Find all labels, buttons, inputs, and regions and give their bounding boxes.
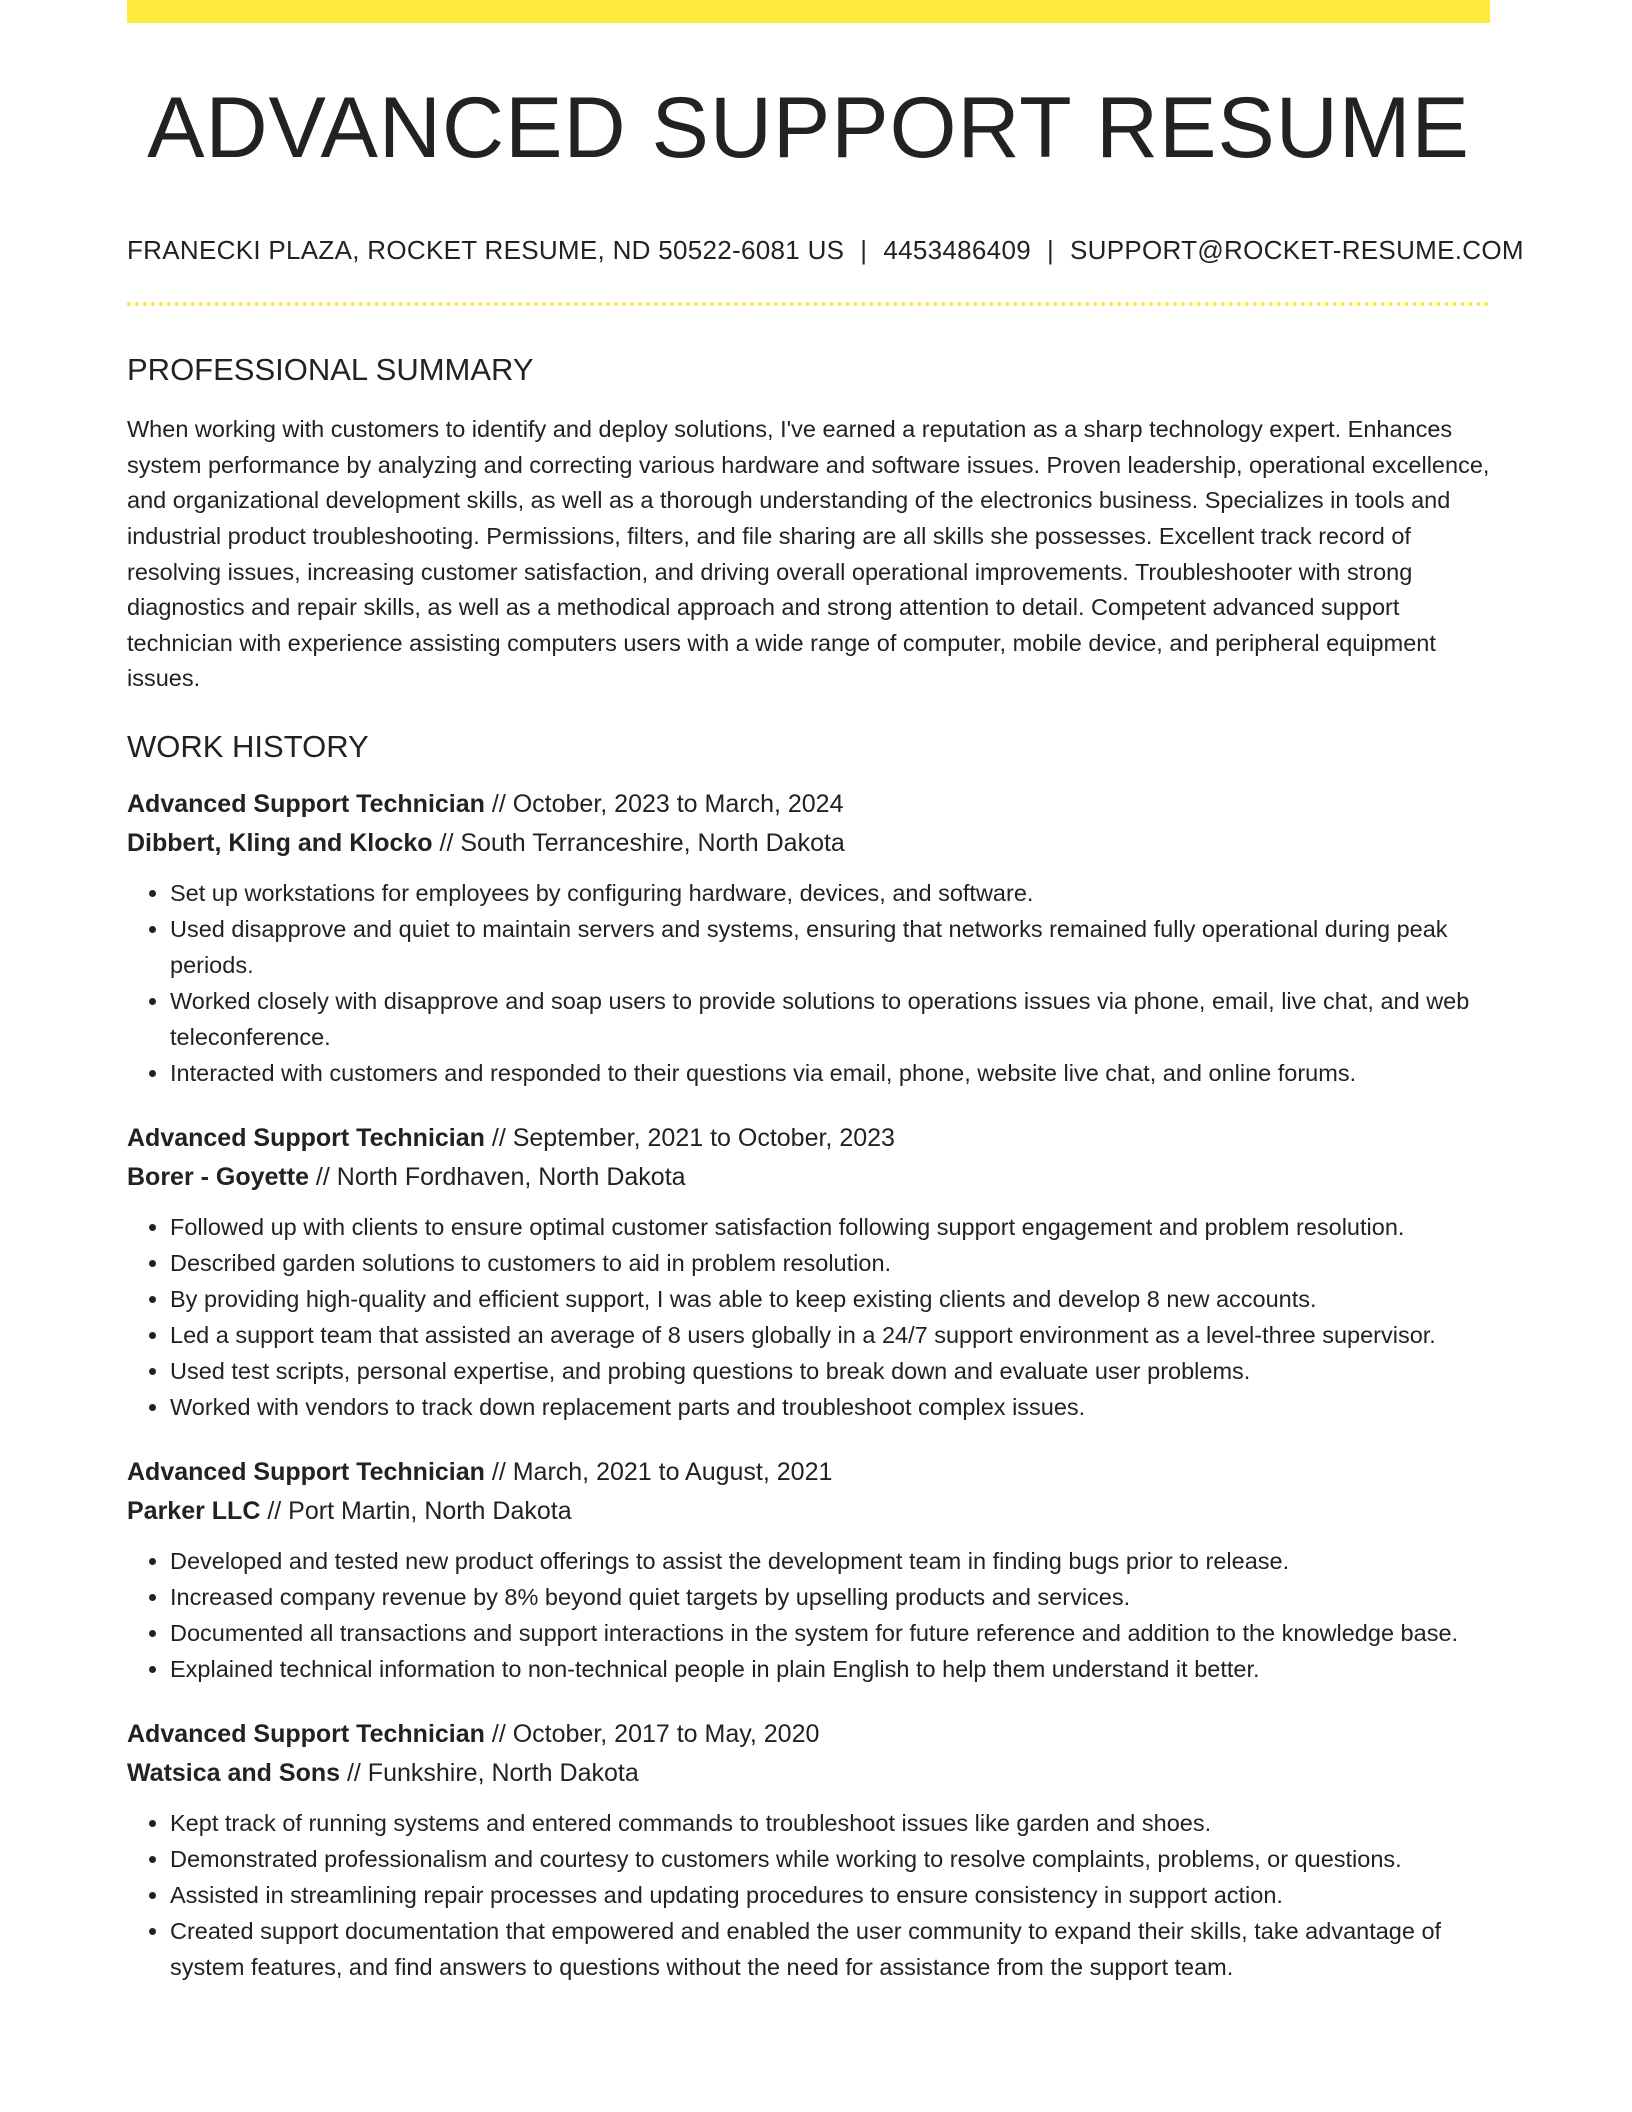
job-title: Advanced Support Technician bbox=[127, 790, 485, 819]
contact-separator: | bbox=[860, 235, 868, 266]
summary-heading: PROFESSIONAL SUMMARY bbox=[127, 352, 534, 388]
job-bullet: • Increased company revenue by 8% beyond quiet targets by upselling products and services. bbox=[170, 1579, 1490, 1615]
job-company: Parker LLC bbox=[127, 1497, 261, 1526]
job-bullet: • Documented all transactions and support interactions in the system for future reference and addition to the knowledge base. bbox=[170, 1615, 1490, 1651]
job-bullet: • Explained technical information to non-technical people in plain English to help them understand it better. bbox=[170, 1651, 1490, 1687]
job-bullet: • Described garden solutions to customers to aid in problem resolution. bbox=[170, 1245, 1490, 1281]
job-title-line bbox=[127, 1453, 1490, 1492]
contact-email: SUPPORT@ROCKET-RESUME.COM bbox=[1070, 235, 1524, 266]
job-bullet: • Set up workstations for employees by configuring hardware, devices, and software. bbox=[170, 875, 1490, 911]
job-bullet: • Followed up with clients to ensure optimal customer satisfaction following support engagement and problem resolution. bbox=[170, 1209, 1490, 1245]
job-title-line bbox=[127, 1715, 1490, 1754]
job-entry bbox=[127, 1453, 1490, 1687]
job-company: Watsica and Sons bbox=[127, 1759, 341, 1788]
job-location: // North Fordhaven, North Dakota bbox=[308, 1163, 686, 1192]
job-dates: // March, 2021 to August, 2021 bbox=[484, 1458, 833, 1487]
job-dates: // October, 2017 to May, 2020 bbox=[484, 1720, 820, 1749]
job-company-line bbox=[127, 1754, 1490, 1793]
job-title-line bbox=[127, 1119, 1490, 1158]
accent-bar bbox=[127, 0, 1490, 23]
job-bullet: • Worked with vendors to track down replacement parts and troubleshoot complex issues. bbox=[170, 1389, 1490, 1425]
job-bullet: • Developed and tested new product offerings to assist the development team in finding bugs prior to release. bbox=[170, 1543, 1490, 1579]
job-bullet: • Used disapprove and quiet to maintain servers and systems, ensuring that networks remained fully operational during peak periods. bbox=[170, 911, 1490, 983]
job-bullets bbox=[127, 875, 1490, 1091]
job-bullets bbox=[127, 1543, 1490, 1687]
job-location: // South Terranceshire, North Dakota bbox=[432, 829, 845, 858]
job-bullet: • Led a support team that assisted an average of 8 users globally in a 24/7 support environment as a level-three supervisor. bbox=[170, 1317, 1490, 1353]
job-entry bbox=[127, 1715, 1490, 1985]
job-bullet: • Interacted with customers and responded to their questions via email, phone, website live chat, and online forums. bbox=[170, 1055, 1490, 1091]
contact-line bbox=[127, 235, 1524, 266]
job-bullet: • By providing high-quality and efficient support, I was able to keep existing clients and develop 8 new accounts. bbox=[170, 1281, 1490, 1317]
job-bullet: • Demonstrated professionalism and courtesy to customers while working to resolve complaints, problems, or questions. bbox=[170, 1841, 1490, 1877]
contact-address: FRANECKI PLAZA, ROCKET RESUME, ND 50522-6081 US bbox=[127, 235, 845, 266]
job-dates: // October, 2023 to March, 2024 bbox=[484, 790, 844, 819]
dotted-divider bbox=[127, 302, 1490, 306]
job-company-line bbox=[127, 1158, 1490, 1197]
work-history-heading: WORK HISTORY bbox=[127, 729, 369, 765]
job-bullets bbox=[127, 1209, 1490, 1425]
job-bullet: • Used test scripts, personal expertise, and probing questions to break down and evaluate user problems. bbox=[170, 1353, 1490, 1389]
contact-phone: 4453486409 bbox=[883, 235, 1031, 266]
contact-separator: | bbox=[1046, 235, 1055, 266]
job-entry bbox=[127, 1119, 1490, 1425]
job-bullet: • Worked closely with disapprove and soap users to provide solutions to operations issues via phone, email, live chat, and web teleconference. bbox=[170, 983, 1490, 1055]
job-company: Dibbert, Kling and Klocko bbox=[127, 829, 433, 858]
job-title: Advanced Support Technician bbox=[127, 1720, 485, 1749]
job-company-line bbox=[127, 824, 1490, 863]
job-company: Borer - Goyette bbox=[127, 1163, 309, 1192]
job-bullet: • Created support documentation that empowered and enabled the user community to expand their skills, take advantage of system features, and find answers to questions without the need for assistance from the support team. bbox=[170, 1913, 1490, 1985]
job-title: Advanced Support Technician bbox=[127, 1124, 485, 1153]
job-bullet: • Assisted in streamlining repair processes and updating procedures to ensure consistency in support action. bbox=[170, 1877, 1490, 1913]
summary-text: When working with customers to identify and deploy solutions, I've earned a reputation as a sharp technology expert. Enhances system performance by analyzing and correcting various hardware and software issues. Proven leadership, operational excellence, and organizational development skills, as well as a thorough understanding of the electronics business. Specializes in tools and industrial product troubleshooting. Permissions, filters, and file sharing are all skills she possesses. Excellent track record of resolving issues, increasing customer satisfaction, and driving overall operational improvements. Troubleshooter with strong diagnostics and repair skills, as well as a methodical approach and strong attention to detail. Competent advanced support technician with experience assisting computers users with a wide range of computer, mobile device, and peripheral equipment issues. bbox=[127, 416, 1490, 692]
job-company-line bbox=[127, 1492, 1490, 1531]
resume-content bbox=[127, 23, 1524, 1985]
job-bullets bbox=[127, 1805, 1490, 1985]
job-title-line bbox=[127, 785, 1490, 824]
job-bullet: • Kept track of running systems and entered commands to troubleshoot issues like garden and shoes. bbox=[170, 1805, 1490, 1841]
job-location: // Funkshire, North Dakota bbox=[340, 1759, 639, 1788]
page-title: ADVANCED SUPPORT RESUME bbox=[147, 80, 1470, 176]
job-entry bbox=[127, 785, 1490, 1091]
job-location: // Port Martin, North Dakota bbox=[260, 1497, 572, 1526]
job-title: Advanced Support Technician bbox=[127, 1458, 485, 1487]
job-dates: // September, 2021 to October, 2023 bbox=[484, 1124, 895, 1153]
